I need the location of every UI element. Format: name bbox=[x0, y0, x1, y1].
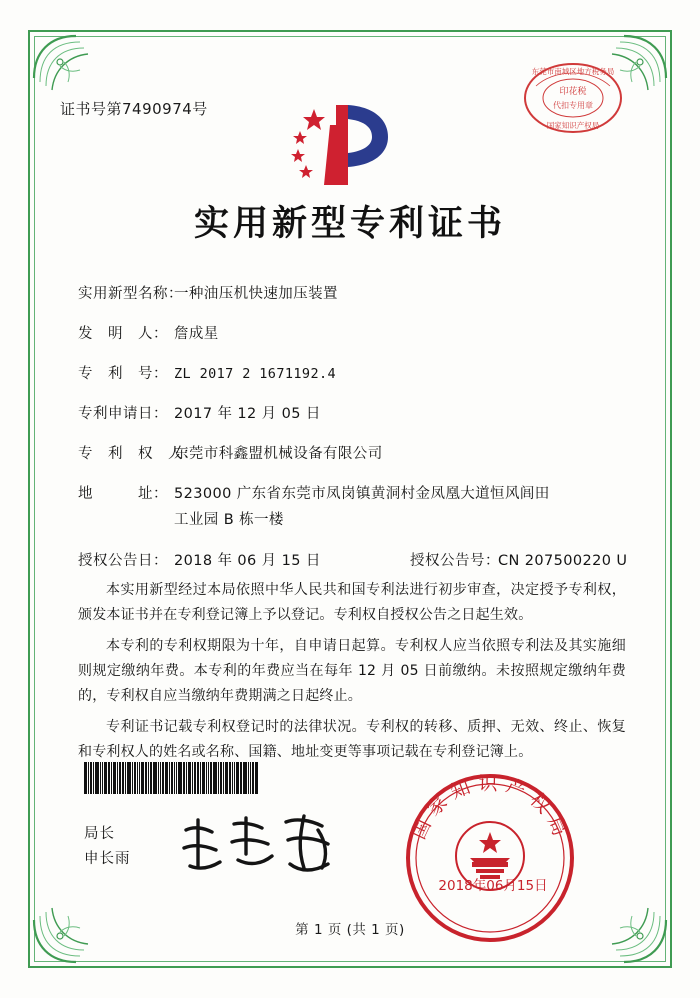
field-announcement-number bbox=[410, 551, 630, 571]
field-label: 授权公告号： bbox=[410, 553, 500, 569]
certificate-body bbox=[78, 578, 626, 771]
field-grant-row bbox=[78, 551, 630, 571]
svg-text:国家知识产权局: 国家知识产权局 bbox=[407, 772, 574, 846]
field-value: ZL 2017 2 1671192.4 bbox=[174, 366, 337, 382]
field-label: 专 利 权 人： bbox=[78, 446, 198, 462]
svg-text:印花税: 印花税 bbox=[559, 87, 587, 97]
field-label: 实用新型名称： bbox=[78, 286, 183, 302]
field-inventor bbox=[78, 324, 630, 344]
field-value: 523000 广东省东莞市凤岗镇黄洞村金凤凰大道恒风闾田 bbox=[174, 486, 550, 502]
field-label: 专 利 号： bbox=[78, 366, 168, 382]
field-label: 发 明 人： bbox=[78, 326, 168, 342]
office-title-label: 局长 bbox=[84, 826, 115, 842]
svg-text:东莞市南城区地方税务局: 东莞市南城区地方税务局 bbox=[531, 67, 615, 76]
body-paragraph-3: 专利证书记载专利权登记时的法律状况。专利权的转移、质押、无效、终止、恢复和专利权人的姓名或名称、国籍、地址变更等事项记载在专利登记簿上。 bbox=[78, 719, 626, 760]
certificate-number: 证书号第7490974号 bbox=[60, 100, 208, 118]
field-application-date bbox=[78, 404, 630, 424]
seal-date: 2018年06月15日 bbox=[438, 878, 548, 894]
field-value: 东莞市科鑫盟机械设备有限公司 bbox=[174, 446, 383, 462]
body-paragraph-1: 本实用新型经过本局依照中华人民共和国专利法进行初步审查，决定授予专利权，颁发本证书并在专利登记簿上予以登记。专利权自授权公告之日起生效。 bbox=[78, 582, 626, 623]
field-label: 授权公告日： bbox=[78, 553, 168, 569]
field-patent-number bbox=[78, 364, 630, 384]
field-value: 詹成星 bbox=[174, 326, 219, 342]
handwritten-signature bbox=[176, 808, 356, 880]
signature-block bbox=[84, 822, 131, 872]
page-footer: 第 1 页 (共 1 页) bbox=[295, 922, 405, 938]
field-value-line2: 工业园 B 栋一楼 bbox=[174, 512, 284, 528]
svg-text:国家知识产权局: 国家知识产权局 bbox=[546, 121, 600, 130]
barcode bbox=[84, 762, 274, 794]
page-title: 实用新型专利证书 bbox=[193, 203, 506, 244]
field-label: 专利申请日： bbox=[78, 406, 168, 422]
tax-stamp-seal bbox=[522, 60, 624, 136]
field-value: 一种油压机快速加压装置 bbox=[174, 286, 338, 302]
field-label: 地 址： bbox=[78, 486, 168, 502]
field-patentee bbox=[78, 444, 630, 464]
field-grant-date bbox=[78, 551, 410, 571]
director-name: 申长雨 bbox=[84, 851, 131, 867]
field-address bbox=[78, 484, 630, 529]
body-paragraph-2: 本专利的专利权期限为十年，自申请日起算。专利权人应当依照专利法及其实施细则规定缴纳年费。本专利的年费应当在每年 12 月 05 日前缴纳。未按照规定缴纳年费的，专利权自应当缴纳年费期满之日起终止。 bbox=[78, 638, 626, 704]
cnipa-emblem-icon bbox=[284, 95, 396, 193]
field-utility-model-name bbox=[78, 284, 630, 304]
field-value: 2017 年 12 月 05 日 bbox=[174, 406, 321, 422]
field-value: 2018 年 06 月 15 日 bbox=[174, 553, 321, 569]
certificate-fields bbox=[78, 284, 630, 579]
svg-text:代扣专用章: 代扣专用章 bbox=[553, 101, 593, 110]
field-value: CN 207500220 U bbox=[498, 553, 628, 569]
